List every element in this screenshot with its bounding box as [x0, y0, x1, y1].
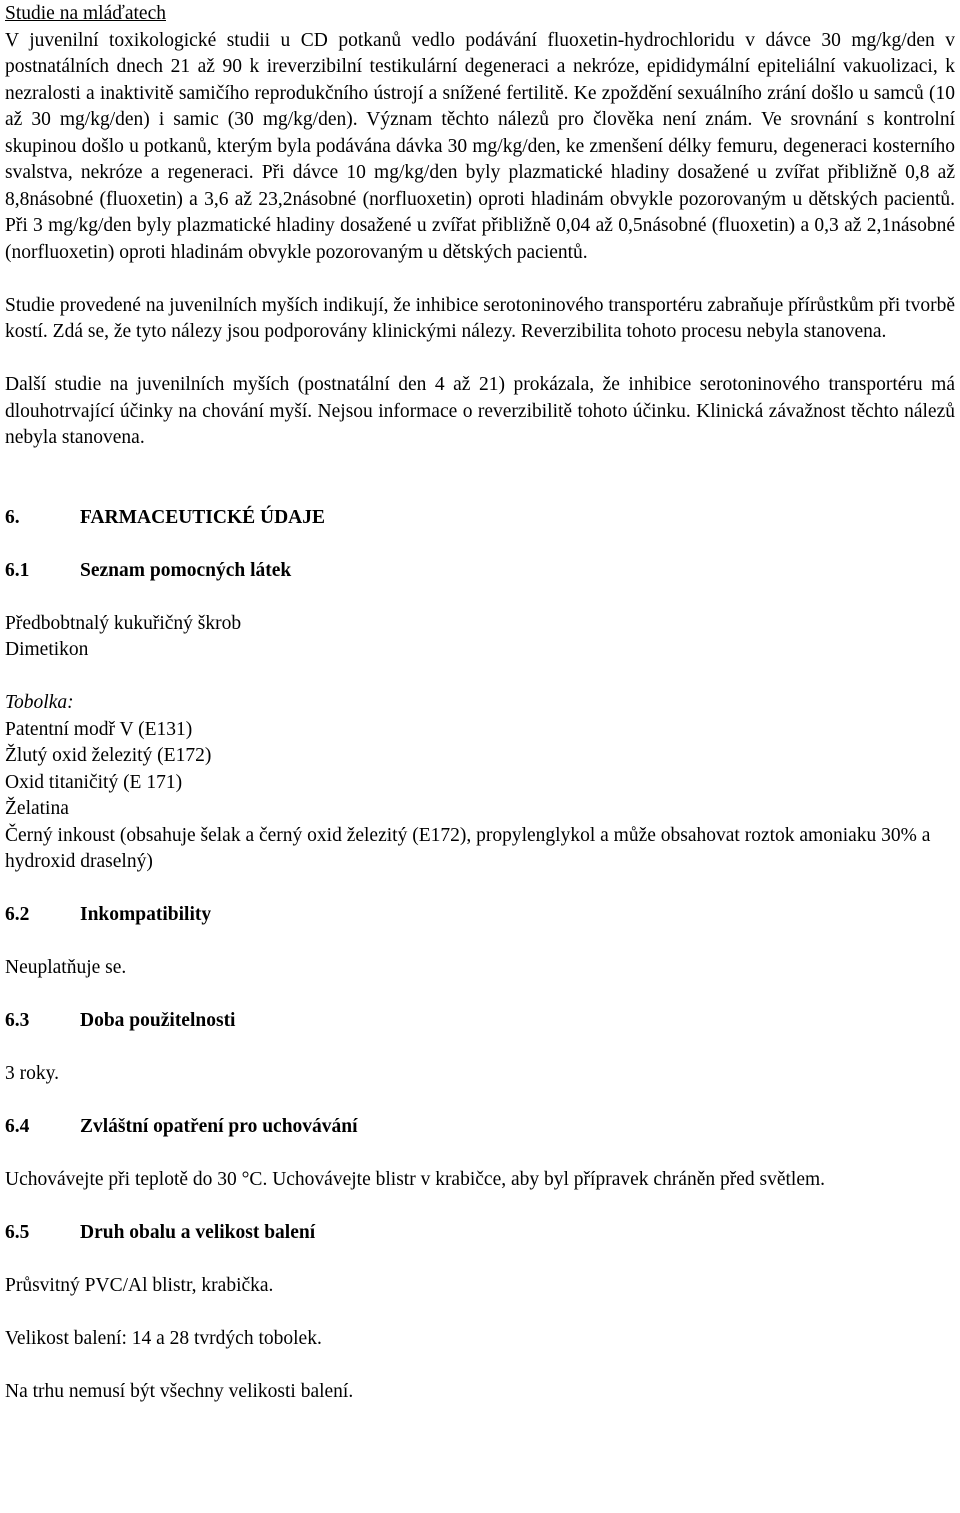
section-number: 6.3 — [5, 1010, 30, 1031]
capsule-item: Černý inkoust (obsahuje šelak a černý oxid železitý (E172), propylenglykol a může obsahovat roztok amoniaku 30% a hydroxid draselný) — [5, 824, 931, 872]
juvenile-paragraph-3: Další studie na juvenilních myších (postnatální den 4 až 21) prokázala, že inhibice serotoninového transportéru má dlouhotrvající účinky na chování myší. Nejsou informace o reverzibilitě tohoto účinku. Klinická závažnost těchto nálezů nebyla stanovena. — [5, 374, 955, 448]
section-6-heading — [5, 505, 955, 532]
juvenile-paragraph-1: V juvenilní toxikologické studii u CD potkanů vedlo podávání fluoxetin-hydrochloridu v dávce 30 mg/kg/den v postnatálních dnech 21 až 90 k ireverzibilní testikulární degeneraci a nekróze, epididymální epiteliální vakuolizaci, k nezralosti a inaktivitě samičího reprodukčního ústrojí a snížené fertilitě. Ke zpoždění sexuálního zrání došlo u samců (10 až 30 mg/kg/den) i samic (30 mg/kg/den). Význam těchto nálezů pro člověka není znám. Ve srovnání s kontrolní skupinou došlo u potkanů, kterým byla podávána dávka 30 mg/kg/den, ke zmenšení délky femuru, degeneraci kosterního svalstva, nekróze a regeneraci. Při dávce 10 mg/kg/den byly plazmatické hladiny dosažené u zvířat přibližně 0,8 až 8,8násobné (fluoxetin) a 3,6 až 23,2násobné (norfluoxetin) oproti hladinám obvykle pozorovaným u dětských pacientů. Při 3 mg/kg/den byly plazmatické hladiny dosažené u zvířat přibližně 0,04 až 0,5násobné (fluoxetin) a 0,3 až 2,1násobné (norfluoxetin) oproti hladinám obvykle pozorovaným u dětských pacientů. — [5, 29, 955, 263]
excipient-item: Dimetikon — [5, 639, 89, 660]
section-number: 6.2 — [5, 904, 30, 925]
incompatibility-text: Neuplatňuje se. — [5, 957, 127, 978]
packaging-text: Průsvitný PVC/Al blistr, krabička. — [5, 1275, 274, 1296]
section-title: Druh obalu a velikost balení — [80, 1222, 316, 1243]
section-6-4-heading — [5, 1114, 955, 1141]
capsule-item: Patentní modř V (E131) — [5, 718, 193, 740]
section-6-3-heading — [5, 1008, 955, 1035]
document-page — [5, 1, 955, 1406]
juvenile-studies-heading: Studie na mláďatech — [5, 3, 166, 24]
section-number: 6.4 — [5, 1116, 30, 1137]
section-title: Inkompatibility — [80, 904, 212, 925]
capsule-item: Žlutý oxid železitý (E172) — [5, 745, 212, 766]
section-number: 6.1 — [5, 559, 30, 581]
section-title: Seznam pomocných látek — [80, 559, 292, 581]
section-6-2-heading — [5, 902, 955, 929]
section-title: Zvláštní opatření pro uchovávání — [80, 1116, 358, 1137]
section-title: Doba použitelnosti — [80, 1010, 236, 1031]
section-number: 6. — [5, 506, 20, 528]
capsule-item: Oxid titaničitý (E 171) — [5, 771, 183, 793]
pack-size-text: Velikost balení: 14 a 28 tvrdých tobolek. — [5, 1328, 322, 1349]
capsule-label: Tobolka: — [5, 692, 74, 713]
section-6-1-heading — [5, 558, 955, 585]
juvenile-paragraph-2: Studie provedené na juvenilních myších indikují, že inhibice serotoninového transportéru zabraňuje přírůstkům při tvorbě kostí. Zdá se, že tyto nálezy jsou podporovány klinickými nálezy. Reverzibilita tohoto procesu nebyla stanovena. — [5, 294, 955, 342]
section-number: 6.5 — [5, 1222, 30, 1243]
marketing-note-text: Na trhu nemusí být všechny velikosti balení. — [5, 1381, 354, 1402]
section-title: FARMACEUTICKÉ ÚDAJE — [80, 506, 326, 528]
capsule-item: Želatina — [5, 798, 69, 819]
section-6-5-heading — [5, 1220, 955, 1247]
excipient-item: Předbobtnalý kukuřičný škrob — [5, 612, 242, 634]
storage-text: Uchovávejte při teplotě do 30 °C. Uchovávejte blistr v krabičce, aby byl přípravek chráněn před světlem. — [5, 1169, 826, 1190]
shelf-life-text: 3 roky. — [5, 1063, 59, 1084]
